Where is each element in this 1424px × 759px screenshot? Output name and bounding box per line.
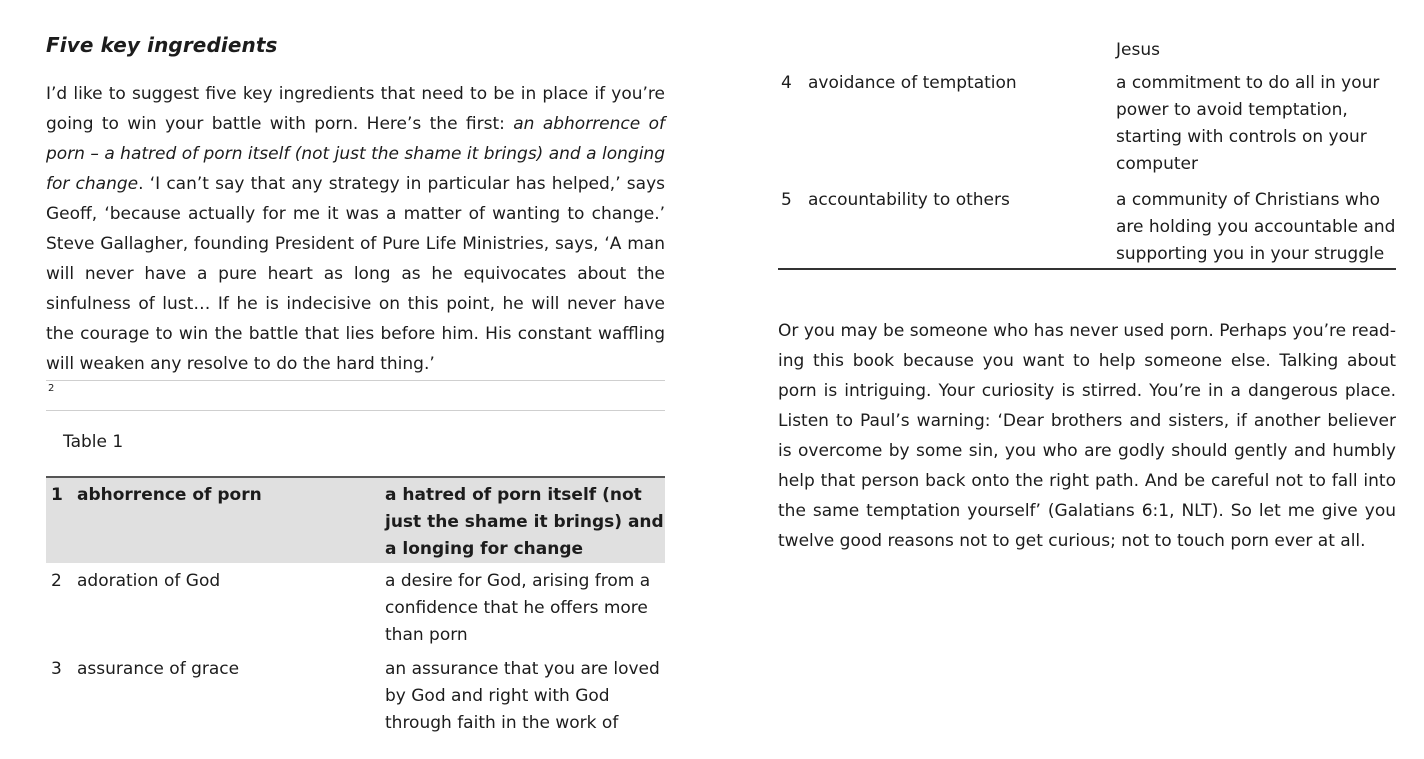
row-number: 3 [51, 659, 62, 679]
row-description: a commitment to do all in your power to avoid temptation, starting with controls on your computer [1116, 73, 1380, 174]
row-number: 2 [51, 571, 62, 591]
table-caption: Table 1 [63, 432, 124, 452]
row-number: 4 [781, 73, 792, 93]
section-heading: Five key ingredients [46, 33, 278, 57]
row-description: an assurance that you are loved by God and right with God through faith in the work of [385, 659, 660, 733]
table-row [778, 70, 1396, 178]
paragraph-italic-text: an abhorrence of porn – a hatred of porn itself (not just the shame it brings) and a longing for change [46, 114, 665, 194]
table-continued-text: Jesus [1116, 40, 1160, 60]
row-term: avoidance of temptation [808, 73, 1017, 93]
footnote-bottom-rule [46, 410, 665, 411]
paragraph-text: I’d like to suggest five key ingredients that need to be in place if you’re going to win your battle with porn. Here’s the first: [46, 84, 665, 134]
footnote-top-rule [46, 380, 665, 381]
body-paragraph [46, 79, 665, 379]
row-term: assurance of grace [77, 659, 240, 679]
footnote-mark: 2 [48, 383, 55, 394]
table-row [46, 649, 665, 737]
ingredients-table-continued [778, 70, 1396, 270]
row-number: 1 [46, 477, 77, 563]
ingredients-table [46, 476, 665, 737]
table-row [46, 477, 665, 563]
row-term: adoration of God [77, 571, 221, 591]
row-description: a hatred of porn itself (not just the shame it brings) and a longing for change [385, 477, 665, 563]
row-term: abhorrence of porn [77, 477, 385, 563]
body-paragraph: Or you may be someone who has never used porn. Perhaps you’re reading this book because you want to help someone else. Talking about porn is intriguing. Your curiosity is stirred. You’re in a dangerous place. Listen to Paul’s warning: ‘Dear brothers and sisters, if another believer is overcome by some sin, you who are godly should gently and humbly help that person back onto the right path. And be careful not to fall into the same temptation yourself’ (Galatians 6:1, NLT). So let me give you twelve good reasons not to get curious; not to touch porn ever at all. [778, 321, 1396, 551]
row-description: a community of Christians who are holding you accountable and supporting you in your struggle [1116, 190, 1396, 264]
table-row [46, 563, 665, 649]
row-number: 5 [781, 190, 792, 210]
table-row [778, 178, 1396, 269]
paragraph-text: . ‘I can’t say that any strategy in particular has helped,’ says Geoff, ‘because actually for me it was a matter of wanting to change.’ Steve Gallagher, founding President of Pure Life Ministries, says, ‘A man will never have a pure heart as long as he equivocates about the sinfulness of lust… If he is indecisive on this point, he will never have the courage to win the battle that lies before him. His constant waffling will weaken any resolve to do the hard thing.’ [46, 174, 665, 374]
row-description: a desire for God, arising from a confidence that he offers more than porn [385, 571, 651, 645]
row-term: accountability to others [808, 190, 1010, 210]
